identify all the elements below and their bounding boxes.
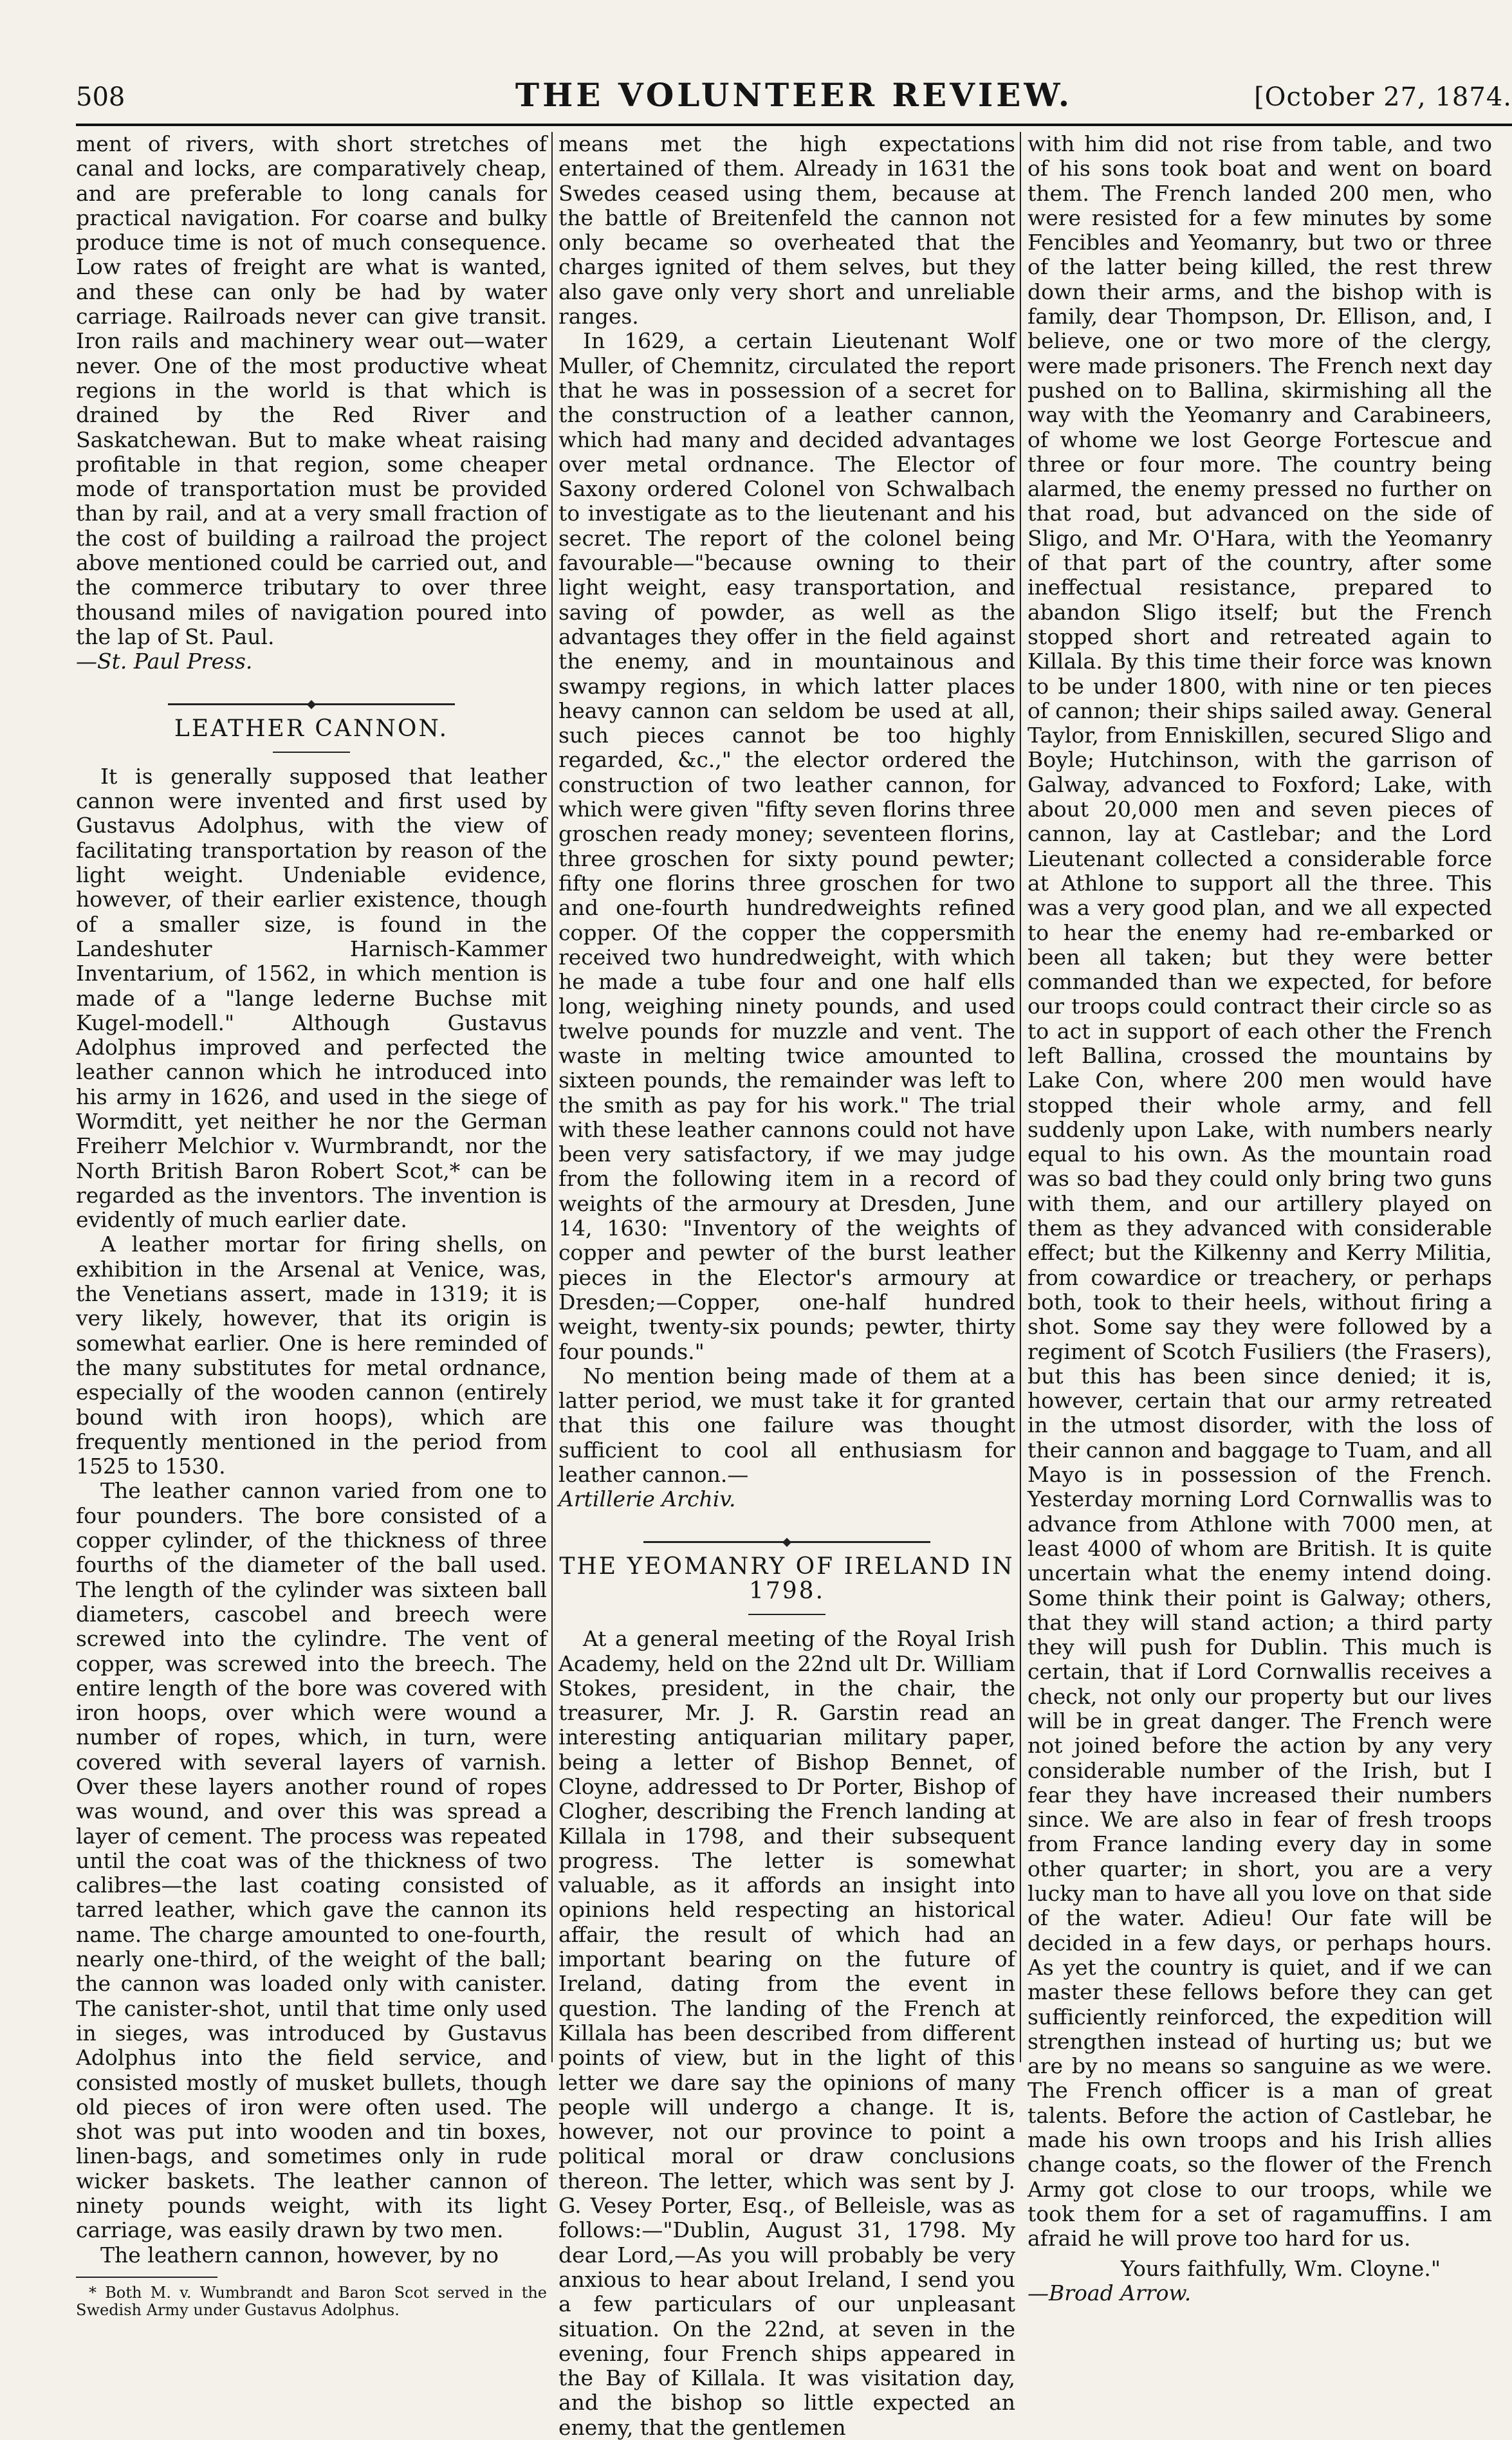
column-divider (551, 132, 553, 2062)
heading-rule (273, 752, 350, 753)
masthead-title: THE VOLUNTEER REVIEW. (515, 76, 1073, 114)
article-heading: THE YEOMANRY OF IRELAND IN 1798. (559, 1553, 1015, 1604)
heading-rule (748, 1614, 825, 1615)
article-heading: LEATHER CANNON. (174, 715, 449, 742)
column-3 (1028, 131, 1492, 2306)
section-ornament (76, 691, 547, 700)
article-credit: —St. Paul Press. (76, 649, 253, 674)
column-divider (1020, 132, 1021, 2062)
column-1 (76, 131, 547, 2319)
footnote-rule (76, 2277, 217, 2278)
page-number: 508 (76, 82, 125, 112)
article-text: No mention being made of them at a latter period, we must take it for granted that this one failure was thought sufficient to cool all enthusiasm for leather cannon.— (558, 1363, 1015, 1488)
article-text: with him did not rise from table, and two of his sons took boat and went on board them. The French landed 200 men, who were resisted for a few minutes by some Fencibles and Yeomanry, but two or three of the latter being killed, the rest threw down their arms, and the bishop with is family, dear Thompson, Dr. Ellison, and, I believe, one or two more of the clergy, were made prisoners. The French next day pushed on to Ballina, skirmishing all the way with the Yeomanry and Carabineers, of whome we lost George Fortescue and three or four more. The country being alarmed, the enemy pressed no further on that road, but advanced on the side of Sligo, and Mr. O'Hara, with the Yeomanry of that part of the country, after some ineffectual resistance, prepared to abandon Sligo itself; but the French stopped short and retreated again to Killala. By this time their force was known to be under 1800, with nine or ten pieces of cannon; their ships sailed away. General Taylor, from Enniskillen, secured Sligo and Boyle; Hutchinson, with the garrison of Galway, advanced to Foxford; Lake, with about 20,000 men and seven pieces of cannon, lay at Castlebar; and the Lord Lieutenant collected a considerable force at Athlone to support all the three. This was a very good plan, and we all expected to hear the enemy had re-embarked or been all taken; but they were better commanded than we expected, for before our troops could contract their circle so as to act in support of each other the French left Ballina, crossed the mountains by Lake Con, where 200 men would have stopped their whole army, and fell suddenly upon Lake, with numbers nearly equal to his own. As the mountain road was so bad they could only bring two guns with them, and our artillery played on them as they advanced with considerable effect; but the Kilkenny and Kerry Militia, from cowardice or treachery, or perhaps both, took to their heels, without firing a shot. Some say they were followed by a regiment of Scotch Fusiliers (the Frasers), but this has been since denied; it is, however, certain that our army retreated in the utmost disorder, with the loss of their cannon and baggage to Tuam, and all Mayo is in possession of the French. Yesterday morning Lord Cornwallis was to advance from Athlone with 7000 men, at least 4000 of whom are British. It is quite uncertain what the enemy intend doing. Some think their point is Galway; others, that they will stand action; a third party they will push for Dublin. This much is certain, that if Lord Cornwallis receives a check, not only our property but our lives will be in great danger. The French were not joined before the action by any very considerable number of the Irish, but I fear they have increased their numbers since. We are also in fear of fresh troops from France landing every day in some other quarter; in short, you are a very lucky man to have all you love on that side of the water. Adieu! Our fate will be decided in a few days, or perhaps hours. As yet the country is quiet, and if we can master these fellows before they can get sufficiently reinforced, the expedition will strengthen instead of hurting us; but we are by no means so sanguine as we were. The French officer is a man of great talents. Before the action of Castlebar, he made his own troops and his Irish allies change coats, so the flower of the French Army got close to our troops, while we took them for a set of ragamuffins. I am afraid he will prove too hard for us. (1028, 131, 1492, 2251)
article-text: A leather mortar for firing shells, on exhibition in the Arsenal at Venice, was, the Venetians assert, made in 1319; it is very likely, however, that its origin is somewhat earlier. One is here reminded of the many substitutes for metal ordnance, especially of the wooden cannon (entirely bound with iron hoops), which are frequently mentioned in the period from 1525 to 1530. (76, 1232, 547, 1479)
article-text: The leather cannon varied from one to four pounders. The bore consisted of a copper cylinder, of the thickness of three fourths of the diameter of the ball used. The length of the cylinder was sixteen ball diameters, cascobel and breech were screwed into the cylindre. The vent of copper, was screwed into the breech. The entire length of the bore was covered with iron hoops, over which were wound a number of ropes, which, in turn, were covered with several layers of varnish. Over these layers another round of ropes was wound, and over this was spread a layer of cement. The process was repeated until the coat was of the thickness of two calibres—the last coating consisted of tarred leather, which gave the cannon its name. The charge amounted to one-fourth, nearly one-third, of the weight of the ball; the cannon was loaded only with canister. The canister-shot, until that time only used in sieges, was introduced by Gustavus Adolphus into the field service, and consisted mostly of musket bullets, though old pieces of iron were often used. The shot was put into wooden and tin boxes, linen-bags, and sometimes only in rude wicker baskets. The leather cannon of ninety pounds weight, with its light carriage, was easily drawn by two men. (76, 1478, 547, 2243)
header-rule (76, 124, 1512, 126)
letter-signoff: Yours faithfully, Wm. Cloyne." (1121, 2255, 1441, 2281)
footnote: * Both M. v. Wumbrandt and Baron Scot served in the Swedish Army under Gustavus Adolphus. (76, 2283, 547, 2319)
article-text: At a general meeting of the Royal Irish Academy, held on the 22nd ult Dr. William Stokes, president, in the chair, the treasurer, Mr. J. R. Garstin read an interesting antiquarian military paper, being a letter of Bishop Bennet, of Cloyne, addressed to Dr Porter, Bishop of Clogher, describing the French landing at Killala in 1798, and their subsequent progress. The letter is somewhat valuable, as it affords an insight into opinions held respecting an historical affair, the result of which had an important bearing on the future of Ireland, dating from the event in question. The landing of the French at Killala has been described from different points of view, but in the light of this letter we dare say the opinions of many people will undergo a change. It is, however, not our province to point a political moral or draw conclusions thereon. The letter, which was sent by J. G. Vesey Porter, Esq., of Belleisle, was as follows:—"Dublin, August 31, 1798. My dear Lord,—As you will probably be very anxious to hear about Ireland, I send you a few particulars of our unpleasant situation. On the 22nd, at seven in the evening, four French ships appeared in the Bay of Killala. It was visitation day, and the bishop so little expected an enemy, that the gentlemen (558, 1626, 1015, 2440)
article-credit: —Broad Arrow. (1028, 2280, 1192, 2306)
article-text: ment of rivers, with short stretches of canal and locks, are comparatively cheap, and are preferable to long canals for practical navigation. For coarse and bulky produce time is not of much consequence. Low rates of freight are what is wanted, and these can only be had by water carriage. Railroads never can give transit. Iron rails and machinery wear out—water never. One of the most productive wheat regions in the world is that which is drained by the Red River and Saskatchewan. But to make wheat raising profitable in that region, some cheaper mode of transportation must be provided than by rail, and at a very small fraction of the cost of building a railroad the project above mentioned could be carried out, and the commerce tributary to over three thousand miles of navigation poured into the lap of St. Paul. (76, 131, 547, 649)
column-2 (558, 131, 1015, 2440)
article-text: It is generally supposed that leather cannon were invented and first used by Gustavus Adolphus, with the view of facilitating transportation by reason of the light weight. Undeniable evidence, however, of their earlier existence, though of a smaller size, is found in the Landeshuter Harnisch-Kammer Inventarium, of 1562, in which mention is made of a "lange lederne Buchse mit Kugel-modell." Although Gustavus Adolphus improved and perfected the leather cannon which he introduced into his army in 1626, and used in the siege of Wormditt, yet neither he nor the German Freiherr Melchior v. Wurmbrandt, nor the North British Baron Robert Scot,* can be regarded as the inventors. The invention is evidently of much earlier date. (76, 763, 547, 1233)
article-text: The leathern cannon, however, by no (100, 2242, 499, 2268)
article-text: In 1629, a certain Lieutenant Wolf Muller, of Chemnitz, circulated the report that he was in possession of a secret for the construction of a leather cannon, which had many and decided advantages over metal ordnance. The Elector of Saxony ordered Colonel von Schwalbach to investigate as to the lieutenant and his secret. The report of the colonel being favourable—"because owning to their light weight, easy transportation, and saving of powder, as well as the advantages they offer in the field against the enemy, and in mountainous and swampy regions, in which latter places heavy cannon can seldom be used at all, such pieces cannot be too highly regarded, &c.," the elector ordered the construction of two leather cannon, for which were given "fifty seven florins three groschen ready money; seventeen florins, three groschen for sixty pound pewter; fifty one florins three groschen for two and one-fourth hundredweights refined copper. Of the copper the coppersmith received two hundredweight, with which he made a tube four and one half ells long, weighing ninety pounds, and used twelve pounds for muzzle and vent. The waste in melting twice amounted to sixteen pounds, the remainder was left to the smith as pay for his work." The trial with these leather cannons could not have been very satisfactory, if we may judge from the following item in a record of weights of the armoury at Dresden, June 14, 1630: "Inventory of the weights of copper and pewter of the burst leather pieces in the Elector's armoury at Dresden;—Copper, one-half hundred weight, twenty-six pounds; pewter, thirty four pounds." (558, 328, 1015, 1364)
section-ornament (558, 1529, 1015, 1538)
page-header (76, 76, 1512, 121)
article-credit: Artillerie Archiv. (558, 1486, 736, 1512)
issue-date: [October 27, 1874. (1254, 82, 1512, 112)
article-text: means met the high expectations entertained of them. Already in 1631 the Swedes ceased using them, because at the battle of Breitenfeld the cannon not only became so overheated that the charges ignited of them selves, but they also gave only very short and unreliable ranges. (558, 131, 1015, 329)
